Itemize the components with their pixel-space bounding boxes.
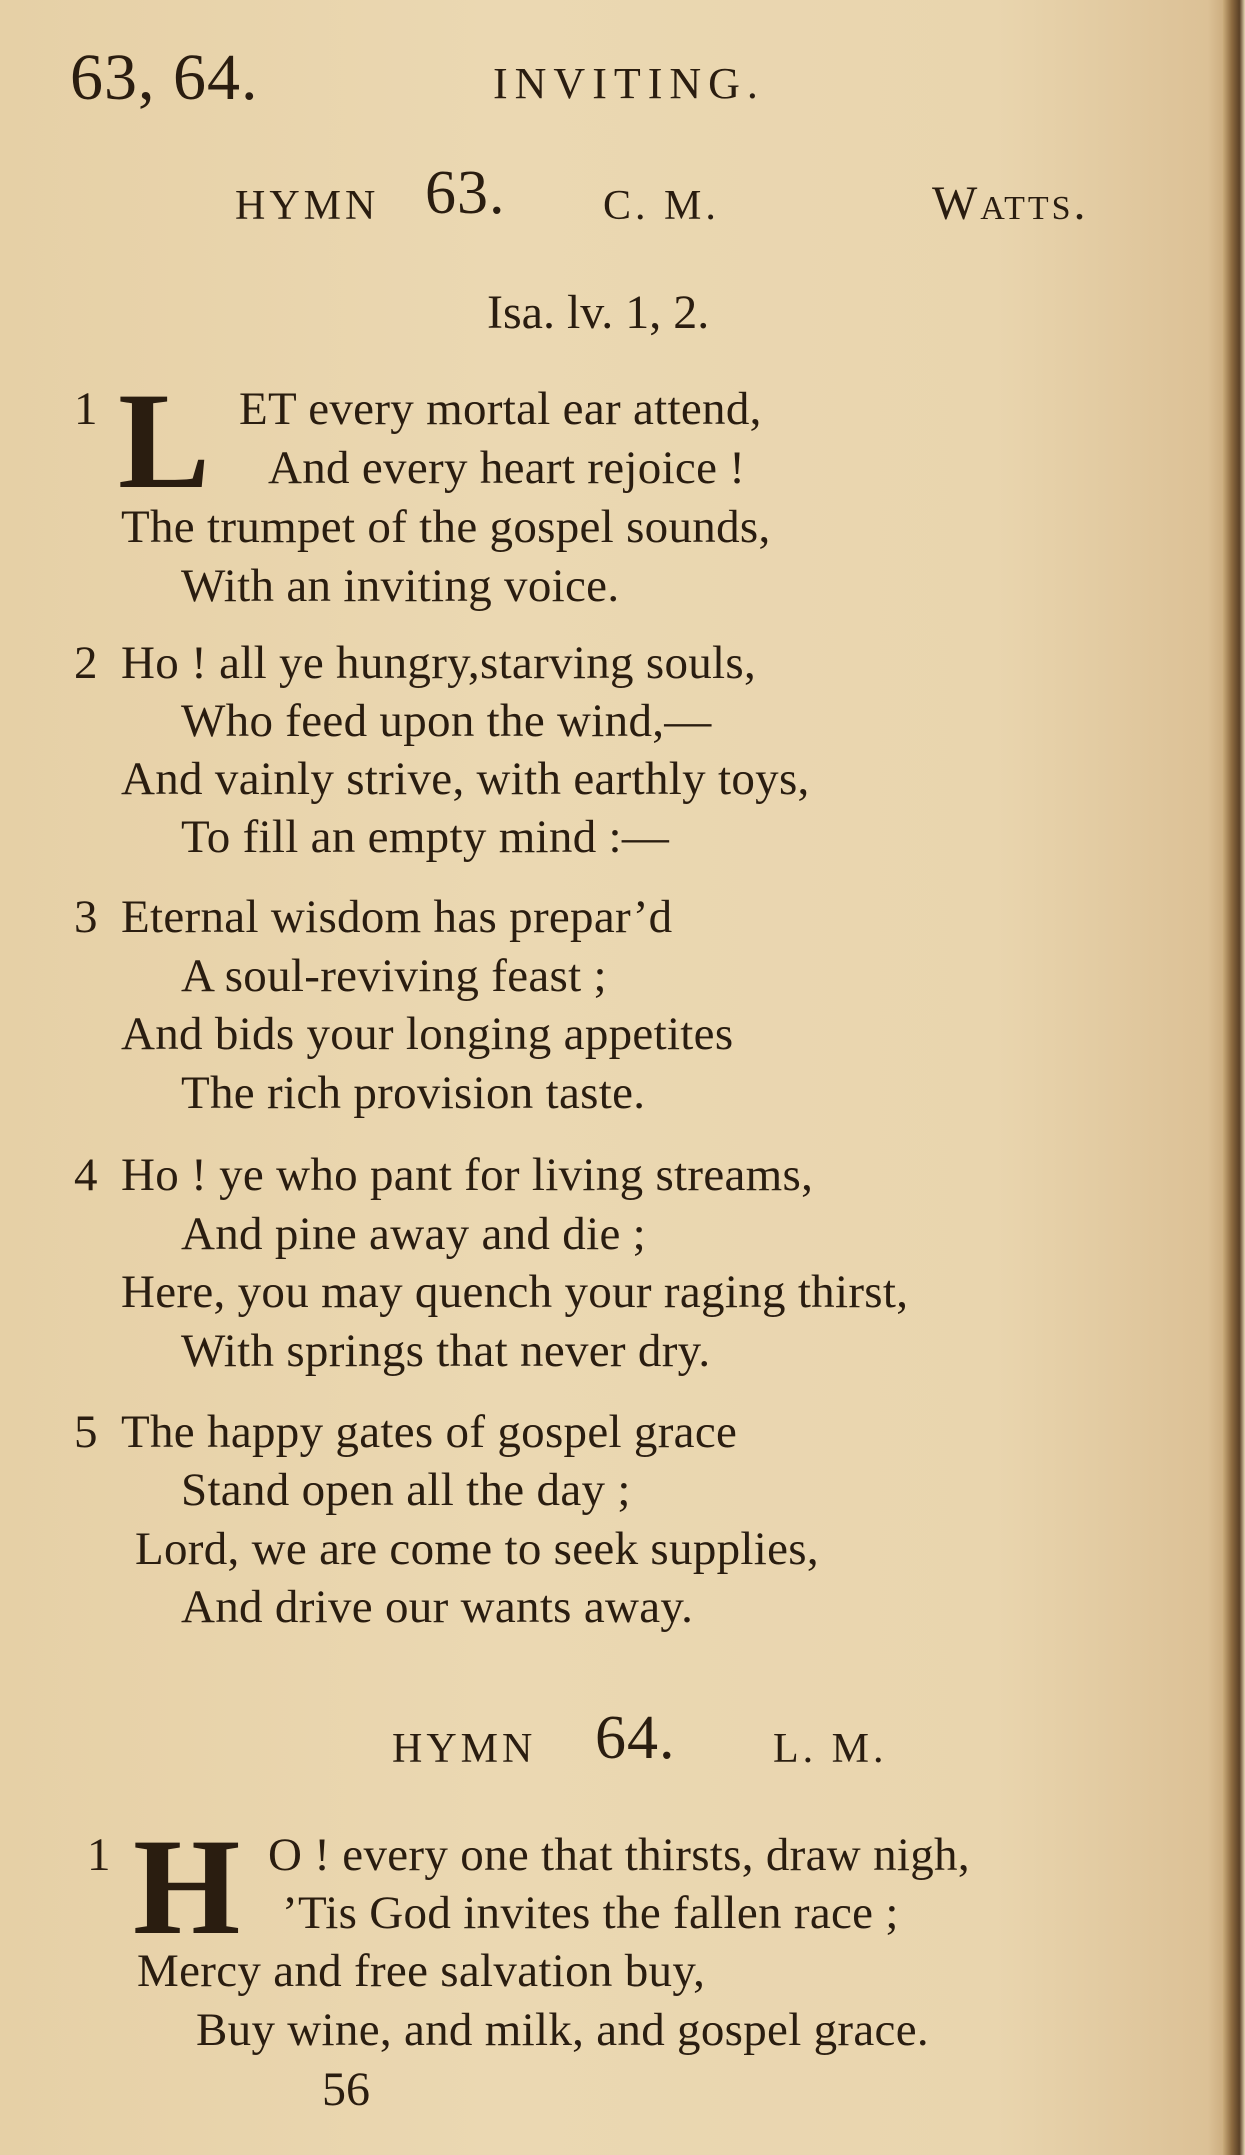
verse-line: Eternal wisdom has prepar’d xyxy=(121,891,673,943)
verse-line: Ho ! all ye hungry,starving souls, xyxy=(121,637,757,689)
verse-number: 1 xyxy=(87,1829,111,1881)
verse-line: A soul-reviving feast ; xyxy=(181,950,607,1002)
verse-line: Stand open all the day ; xyxy=(181,1464,631,1516)
hymn-author: Watts. xyxy=(932,177,1089,230)
hymn-number: 63. xyxy=(425,159,506,227)
verse-number: 5 xyxy=(74,1406,98,1458)
hymn-label: HYMN xyxy=(392,1726,537,1772)
hymn-label: HYMN xyxy=(235,183,380,229)
hymn-numbers: 63, 64. xyxy=(70,41,259,114)
page-edge xyxy=(1223,0,1245,2155)
verse-line: The rich provision taste. xyxy=(181,1067,646,1119)
verse-number: 3 xyxy=(74,891,98,943)
verse-line: Mercy and free salvation buy, xyxy=(137,1945,706,1997)
verse-line: To fill an empty mind :— xyxy=(181,811,670,863)
verse-line: And vainly strive, with earthly toys, xyxy=(121,753,810,805)
verse-line: Buy wine, and milk, and gospel grace. xyxy=(196,2004,929,2056)
verse-line: Here, you may quench your raging thirst, xyxy=(121,1266,909,1318)
verse-line: O ! every one that thirsts, draw nigh, xyxy=(268,1829,970,1881)
verse-line: And drive our wants away. xyxy=(181,1581,694,1633)
verse-line: With springs that never dry. xyxy=(181,1325,711,1377)
verse-line: With an inviting voice. xyxy=(181,560,620,612)
verse-line: Who feed upon the wind,— xyxy=(181,695,712,747)
verse-number: 2 xyxy=(74,637,98,689)
hymn-number: 64. xyxy=(595,1704,676,1772)
verse-line: Lord, we are come to seek supplies, xyxy=(135,1523,819,1575)
verse-line: ’Tis God invites the fallen race ; xyxy=(282,1887,899,1939)
verse-line: The trumpet of the gospel sounds, xyxy=(121,501,771,553)
scripture-reference: Isa. lv. 1, 2. xyxy=(487,286,710,339)
verse-number: 1 xyxy=(74,383,98,435)
verse-line: And every heart rejoice ! xyxy=(268,442,746,494)
verse-line: The happy gates of gospel grace xyxy=(121,1406,738,1458)
drop-cap: H xyxy=(133,1810,241,1963)
hymn-meter: L. M. xyxy=(773,1726,888,1772)
verse-line: And pine away and die ; xyxy=(181,1208,647,1260)
hymn-meter: C. M. xyxy=(603,183,720,229)
verse-line: Ho ! ye who pant for living streams, xyxy=(121,1149,814,1201)
verse-line: And bids your longing appetites xyxy=(121,1008,734,1060)
verse-line: ET every mortal ear attend, xyxy=(239,383,762,435)
section-title: INVITING. xyxy=(493,59,765,108)
page-number: 56 xyxy=(322,2063,370,2116)
verse-number: 4 xyxy=(74,1149,98,1201)
drop-cap: L xyxy=(118,364,211,517)
